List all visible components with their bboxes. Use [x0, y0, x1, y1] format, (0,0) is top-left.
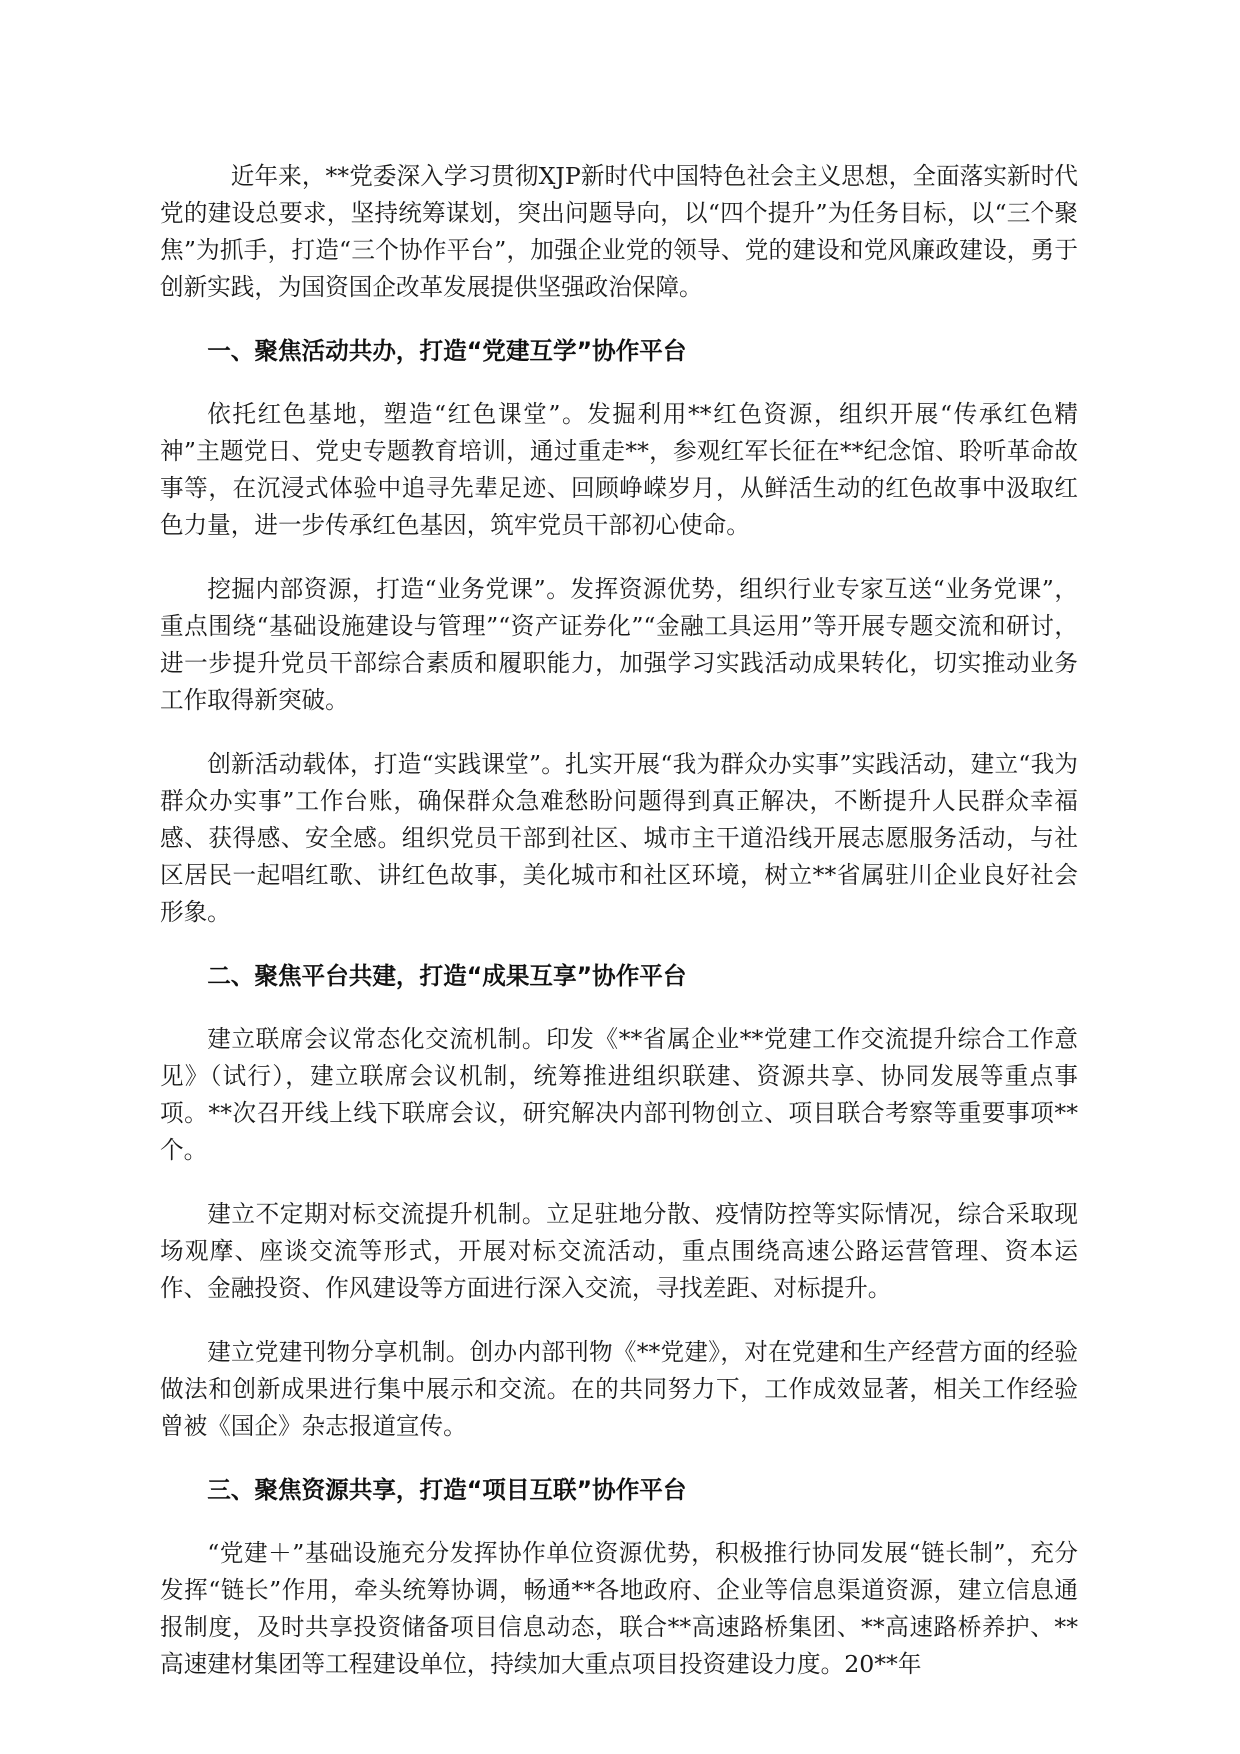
paragraph: 挖掘内部资源，打造“业务党课”。发挥资源优势，组织行业专家互送“业务党课”，重点围绕“基础设施建设与管理”“资产证券化”“金融工具运用”等开展专题交流和研讨，进一步提升党员干部综合素质和履职能力，加强学习实践活动成果转化，切实推动业务工作取得新突破。 — [160, 575, 1078, 714]
paragraph: 依托红色基地，塑造“红色课堂”。发掘利用**红色资源，组织开展“传承红色精神”主题党日、党史专题教育培训，通过重走**，参观红军长征在**纪念馆、聆听革命故事等，在沉浸式体验中追寻先辈足迹、回顾峥嵘岁月，从鲜活生动的红色故事中汲取红色力量，进一步传承红色基因，筑牢党员干部初心使命。 — [160, 400, 1078, 539]
paragraph: 建立联席会议常态化交流机制。印发《**省属企业**党建工作交流提升综合工作意见》（试行），建立联席会议机制，统筹推进组织联建、资源共享、协同发展等重点事项。**次召开线上线下联席会议，研究解决内部刊物创立、项目联合考察等重要事项**个。 — [160, 1025, 1078, 1164]
section-heading-3: 三、聚焦资源共享，打造“项目互联”协作平台 — [207, 1476, 687, 1504]
paragraph: “党建＋”基础设施充分发挥协作单位资源优势，积极推行协同发展“链长制”，充分发挥“链长”作用，牵头统筹协调，畅通**各地政府、企业等信息渠道资源，建立信息通报制度，及时共享投资储备项目信息动态，联合**高速路桥集团、**高速路桥养护、**高速建材集团等工程建设单位，持续加大重点项目投资建设力度。20**年 — [160, 1539, 1078, 1678]
paragraph: 建立党建刊物分享机制。创办内部刊物《**党建》，对在党建和生产经营方面的经验做法和创新成果进行集中展示和交流。在的共同努力下，工作成效显著，相关工作经验曾被《国企》杂志报道宣传。 — [160, 1338, 1078, 1440]
section-heading-1: 一、聚焦活动共办，打造“党建互学”协作平台 — [207, 337, 687, 365]
section-heading-2: 二、聚焦平台共建，打造“成果互享”协作平台 — [207, 962, 687, 990]
intro-paragraph: 近年来，**党委深入学习贯彻XJP新时代中国特色社会主义思想，全面落实新时代党的建设总要求，坚持统筹谋划，突出问题导向，以“四个提升”为任务目标，以“三个聚焦”为抓手，打造“三个协作平台”，加强企业党的领导、党的建设和党风廉政建设，勇于创新实践，为国资国企改革发展提供坚强政治保障。 — [160, 162, 1078, 301]
paragraph: 建立不定期对标交流提升机制。立足驻地分散、疫情防控等实际情况，综合采取现场观摩、座谈交流等形式，开展对标交流活动，重点围绕高速公路运营管理、资本运作、金融投资、作风建设等方面进行深入交流，寻找差距、对标提升。 — [160, 1200, 1078, 1302]
paragraph: 创新活动载体，打造“实践课堂”。扎实开展“我为群众办实事”实践活动，建立“我为群众办实事”工作台账，确保群众急难愁盼问题得到真正解决，不断提升人民群众幸福感、获得感、安全感。组织党员干部到社区、城市主干道沿线开展志愿服务活动，与社区居民一起唱红歌、讲红色故事，美化城市和社区环境，树立**省属驻川企业良好社会形象。 — [160, 750, 1078, 926]
document-body — [160, 158, 1078, 1683]
